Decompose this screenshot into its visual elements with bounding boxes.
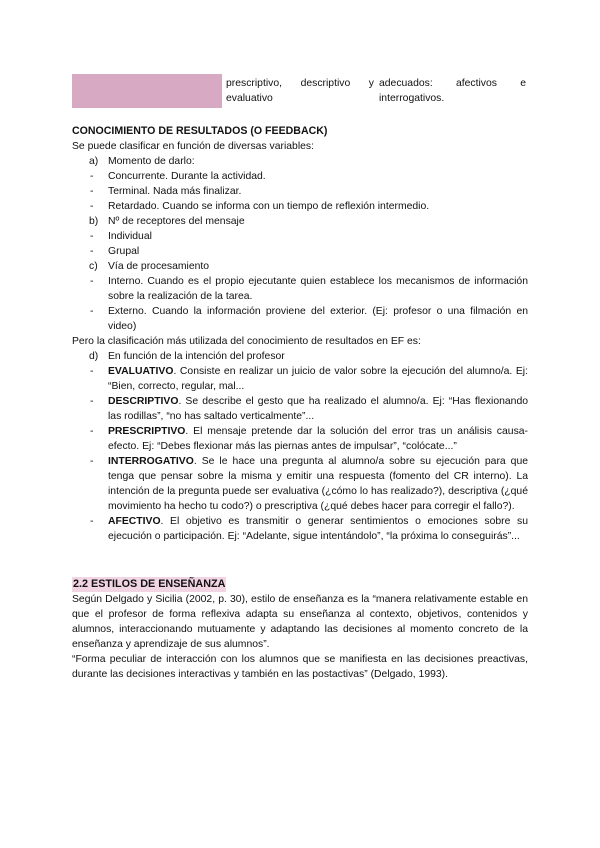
list-text: Terminal. Nada más finalizar. bbox=[108, 186, 242, 197]
list-label: Momento de darlo: bbox=[108, 156, 195, 167]
table-cell-types bbox=[226, 76, 374, 106]
list-marker: - bbox=[90, 396, 94, 407]
list-label: En función de la intención del profesor bbox=[108, 351, 285, 362]
term: INTERROGATIVO bbox=[108, 456, 194, 467]
classification-text: Pero la clasificación más utilizada del conocimiento de resultados en EF es: bbox=[72, 336, 421, 347]
list-item bbox=[72, 274, 528, 304]
list-marker: - bbox=[90, 246, 94, 257]
term: EVALUATIVO bbox=[108, 366, 174, 377]
feedback-type-item bbox=[72, 364, 528, 394]
list-item bbox=[72, 184, 528, 199]
list-item bbox=[72, 244, 528, 259]
list-text: Externo. Cuando la información proviene del exterior. (Ej: profesor o una filmación en video) bbox=[108, 306, 528, 332]
list-marker: c) bbox=[89, 261, 98, 272]
list-marker: - bbox=[90, 231, 94, 242]
list-marker: - bbox=[90, 171, 94, 182]
list-marker: - bbox=[90, 516, 94, 527]
list-item bbox=[72, 304, 528, 334]
table-cell-text: adecuados: afectivos e bbox=[379, 78, 526, 89]
list-item bbox=[72, 229, 528, 244]
list-item bbox=[72, 154, 528, 169]
list-label: Vía de procesamiento bbox=[108, 261, 210, 272]
section-title: 2.2 ESTILOS DE ENSEÑANZA bbox=[73, 578, 226, 590]
list-text: Individual bbox=[108, 231, 152, 242]
term: PRESCRIPTIVO bbox=[108, 426, 186, 437]
table-row-fragment bbox=[72, 74, 528, 108]
section-body bbox=[72, 139, 528, 544]
table-cell-text: prescriptivo, descriptivo y bbox=[226, 78, 374, 89]
definition: . Se describe el gesto que ha realizado el alumno/a. Ej: “Has flexionando las rodillas”, “no has saltado verticalmente”... bbox=[108, 396, 528, 422]
feedback-type-item bbox=[72, 514, 528, 544]
definition: . El objetivo es transmitir o generar sentimientos o emociones sobre su ejecución o participación. Ej: “Adelante, sigue intentándolo”, “la próxima lo conseguirás”... bbox=[108, 516, 528, 542]
list-marker: - bbox=[90, 456, 94, 467]
paragraph: Según Delgado y Sicilia (2002, p. 30), estilo de enseñanza es la “manera relativamente estable en que el profesor de forma reflexiva adapta su enseñanza al contexto, objetivos, contenidos y alumnos, interaccionando mutuamente y adaptando las decisiones al momento concreto de la enseñanza y aprendizaje de sus alumnos”. bbox=[72, 594, 528, 650]
list-marker: b) bbox=[89, 216, 99, 227]
list-item bbox=[72, 349, 528, 364]
list-label: Nº de receptores del mensaje bbox=[108, 216, 245, 227]
definition: . Consiste en realizar un juicio de valor sobre la ejecución del alumno/a. Ej: “Bien, correcto, regular, mal... bbox=[108, 366, 528, 392]
term: DESCRIPTIVO bbox=[108, 396, 179, 407]
list-item bbox=[72, 169, 528, 184]
feedback-type-item bbox=[72, 454, 528, 514]
paragraph: “Forma peculiar de interacción con los alumnos que se manifiesta en las decisiones preactivas, durante las decisiones interactivas y también en las postactivas” (Delgado, 1993). bbox=[72, 654, 528, 680]
list-item bbox=[72, 259, 528, 274]
list-text: Retardado. Cuando se informa con un tiempo de reflexión intermedio. bbox=[108, 201, 430, 212]
definition: . Se le hace una pregunta al alumno/a sobre su ejecución para que tenga que pensar sobre la misma y emitir una respuesta (fomento del CR interno). La intención de la pregunta puede ser evaluativa (¿cómo lo has realizado?), descriptiva (¿qué movimiento ha hecho tu codo?) o prescriptiva (¿qué debes hacer para corregir el fallo?). bbox=[108, 456, 528, 512]
list-item bbox=[72, 199, 528, 214]
list-marker: - bbox=[90, 186, 94, 197]
feedback-type-item bbox=[72, 424, 528, 454]
section-heading: CONOCIMIENTO DE RESULTADOS (O FEEDBACK) bbox=[72, 125, 328, 137]
list-item bbox=[72, 214, 528, 229]
intro-text: Se puede clasificar en función de diversas variables: bbox=[72, 141, 315, 152]
list-marker: - bbox=[90, 426, 94, 437]
list-marker: - bbox=[90, 366, 94, 377]
list-marker: a) bbox=[89, 156, 99, 167]
term: AFECTIVO bbox=[108, 516, 161, 527]
table-cell-types-2 bbox=[379, 76, 526, 106]
section-teaching-styles bbox=[72, 577, 528, 682]
list-text: Concurrente. Durante la actividad. bbox=[108, 171, 266, 182]
table-cell-highlight bbox=[72, 74, 222, 108]
definition: . El mensaje pretende dar la solución del error tras un análisis causa-efecto. Ej: “Debes flexionar más las piernas antes de impulsar”, “colócate...” bbox=[108, 426, 528, 452]
list-marker: - bbox=[90, 306, 94, 317]
feedback-type-item bbox=[72, 394, 528, 424]
table-cell-text: interrogativos. bbox=[379, 93, 445, 104]
list-text: Interno. Cuando es el propio ejecutante quien establece los mecanismos de información sobre la realización de la tarea. bbox=[108, 276, 528, 302]
list-marker: d) bbox=[89, 351, 99, 362]
list-marker: - bbox=[90, 276, 94, 287]
list-text: Grupal bbox=[108, 246, 140, 257]
table-cell-text: evaluativo bbox=[226, 93, 273, 104]
list-marker: - bbox=[90, 201, 94, 212]
